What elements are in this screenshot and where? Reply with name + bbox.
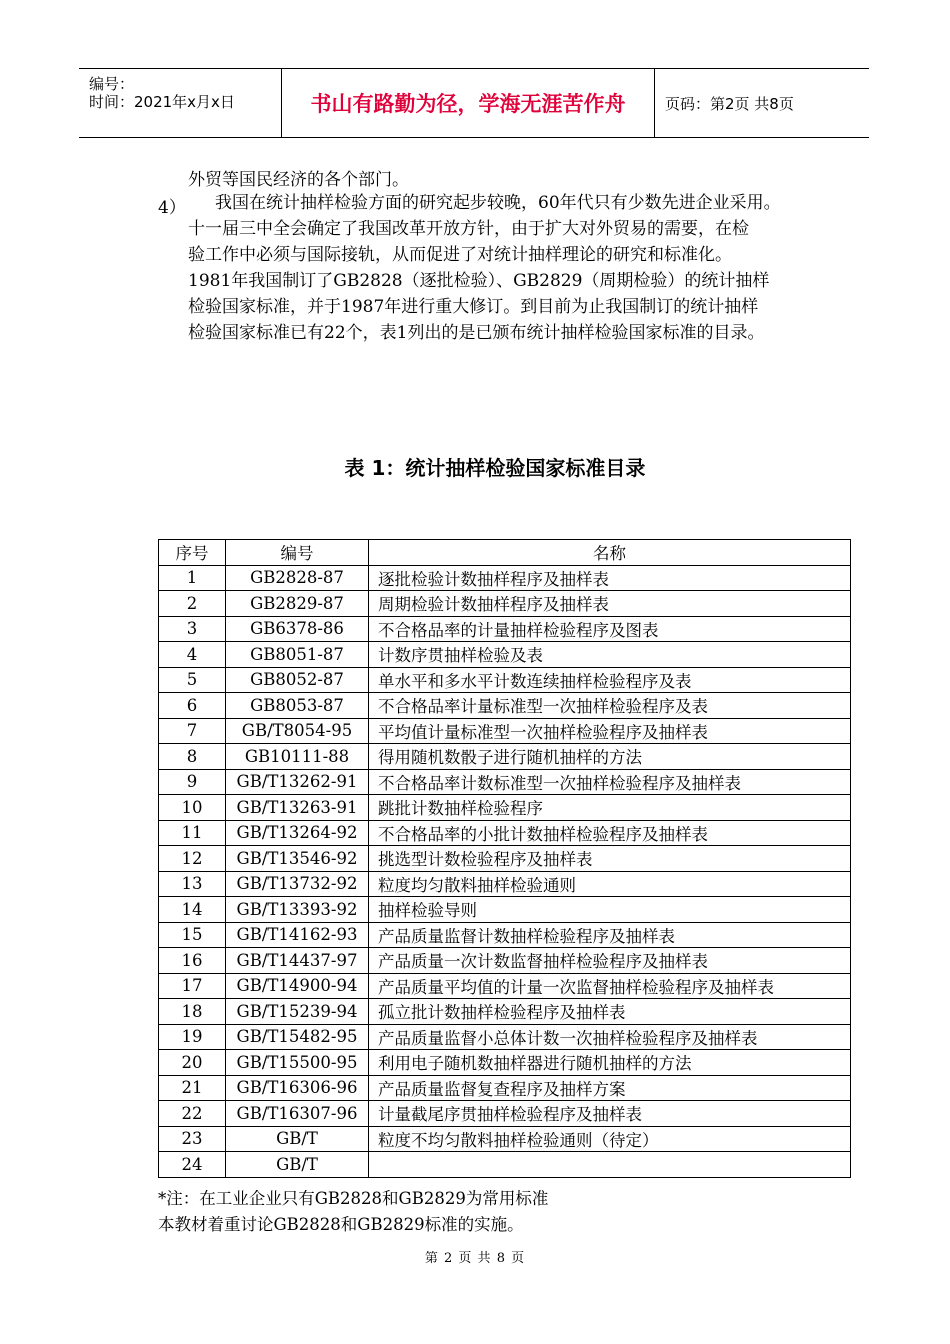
cell-name: 不合格品率的小批计数抽样检验程序及抽样表: [369, 820, 851, 846]
table-row: [159, 667, 851, 693]
cell-name: 利用电子随机数抽样器进行随机抽样的方法: [369, 1050, 851, 1076]
cell-code: GB/T: [226, 1126, 369, 1152]
cell-name: 产品质量监督计数抽样检验程序及抽样表: [369, 922, 851, 948]
table-row: [159, 744, 851, 770]
cell-name: 挑选型计数检验程序及抽样表: [369, 846, 851, 872]
cell-name: 平均值计量标准型一次抽样检验程序及抽样表: [369, 718, 851, 744]
cell-name: 产品质量监督复查程序及抽样方案: [369, 1075, 851, 1101]
table-row: [159, 769, 851, 795]
table-row: [159, 1126, 851, 1152]
cell-seq: 19: [159, 1024, 226, 1050]
table-row: [159, 1152, 851, 1178]
table-row: [159, 565, 851, 591]
cell-seq: 23: [159, 1126, 226, 1152]
body-line: 验工作中必须与国际接轨，从而促进了对统计抽样理论的研究和标准化。: [188, 245, 732, 265]
cell-name: 逐批检验计数抽样程序及抽样表: [369, 565, 851, 591]
cell-name: 得用随机数骰子进行随机抽样的方法: [369, 744, 851, 770]
cell-code: GB/T13546-92: [226, 846, 369, 872]
header-seq: 序号: [159, 540, 226, 566]
cell-seq: 9: [159, 769, 226, 795]
header-code: 编号: [226, 540, 369, 566]
cell-code: GB6378-86: [226, 616, 369, 642]
table-row: [159, 871, 851, 897]
cell-code: GB/T16306-96: [226, 1075, 369, 1101]
cell-code: GB/T15500-95: [226, 1050, 369, 1076]
cell-seq: 11: [159, 820, 226, 846]
cell-code: GB/T14900-94: [226, 973, 369, 999]
cell-code: GB2828-87: [226, 565, 369, 591]
cell-code: GB/T13732-92: [226, 871, 369, 897]
cell-code: GB8051-87: [226, 642, 369, 668]
note-line: *注：在工业企业只有GB2828和GB2829为常用标准: [158, 1189, 549, 1208]
cell-code: GB/T13262-91: [226, 769, 369, 795]
cell-seq: 13: [159, 871, 226, 897]
cell-code: GB/T8054-95: [226, 718, 369, 744]
cell-name: 产品质量平均值的计量一次监督抽样检验程序及抽样表: [369, 973, 851, 999]
cell-seq: 2: [159, 591, 226, 617]
table-row: [159, 1050, 851, 1076]
table-row: [159, 795, 851, 821]
page-footer: 第 2 页 共 8 页: [424, 1251, 526, 1266]
cell-seq: 15: [159, 922, 226, 948]
cell-code: GB/T16307-96: [226, 1101, 369, 1127]
table-row: [159, 1024, 851, 1050]
cell-seq: 1: [159, 565, 226, 591]
cell-name: 不合格品率计数标准型一次抽样检验程序及抽样表: [369, 769, 851, 795]
table-row: [159, 999, 851, 1025]
cell-name: 周期检验计数抽样程序及抽样表: [369, 591, 851, 617]
table-row: [159, 591, 851, 617]
table-row: [159, 922, 851, 948]
cell-seq: 7: [159, 718, 226, 744]
cell-code: GB8052-87: [226, 667, 369, 693]
table-row: [159, 820, 851, 846]
cell-code: GB8053-87: [226, 693, 369, 719]
body-line: 十一届三中全会确定了我国改革开放方针，由于扩大对外贸易的需要，在检: [188, 219, 749, 239]
cell-seq: 21: [159, 1075, 226, 1101]
body-line: 我国在统计抽样检验方面的研究起步较晚，60年代只有少数先进企业采用。: [215, 193, 781, 213]
table-row: [159, 1075, 851, 1101]
cell-code: GB/T13264-92: [226, 820, 369, 846]
cell-name: 粒度均匀散料抽样检验通则: [369, 871, 851, 897]
table-title: 表 1：统计抽样检验国家标准目录: [344, 456, 646, 480]
cell-code: GB/T14162-93: [226, 922, 369, 948]
body-line: 1981年我国制订了GB2828（逐批检验）、GB2829（周期检验）的统计抽样: [188, 271, 770, 291]
item-number: 4）: [158, 198, 186, 218]
number-label: 编号：: [89, 75, 135, 93]
table-row: [159, 718, 851, 744]
cell-code: GB/T13263-91: [226, 795, 369, 821]
cell-seq: 20: [159, 1050, 226, 1076]
table-row: [159, 897, 851, 923]
time-label: 时间：2021年x月x日: [89, 93, 235, 111]
table-row: [159, 973, 851, 999]
body-line: 检验国家标准，并于1987年进行重大修订。到目前为止我国制订的统计抽样: [188, 297, 759, 317]
table-row: [159, 693, 851, 719]
cell-code: GB/T14437-97: [226, 948, 369, 974]
cell-seq: 16: [159, 948, 226, 974]
note-line: 本教材着重讨论GB2828和GB2829标准的实施。: [158, 1215, 524, 1234]
page-header: [79, 68, 869, 138]
cell-name: 产品质量一次计数监督抽样检验程序及抽样表: [369, 948, 851, 974]
body-line: 外贸等国民经济的各个部门。: [188, 170, 409, 190]
cell-name: 产品质量监督小总体计数一次抽样检验程序及抽样表: [369, 1024, 851, 1050]
table-row: [159, 846, 851, 872]
cell-name: 计数序贯抽样检验及表: [369, 642, 851, 668]
cell-name: 抽样检验导则: [369, 897, 851, 923]
table-row: [159, 642, 851, 668]
cell-name: 单水平和多水平计数连续抽样检验程序及表: [369, 667, 851, 693]
cell-seq: 24: [159, 1152, 226, 1178]
cell-code: GB2829-87: [226, 591, 369, 617]
header-name: 名称: [369, 540, 851, 566]
cell-code: GB/T13393-92: [226, 897, 369, 923]
cell-code: GB/T15482-95: [226, 1024, 369, 1050]
cell-seq: 6: [159, 693, 226, 719]
table-row: [159, 1101, 851, 1127]
cell-seq: 12: [159, 846, 226, 872]
table-row: [159, 948, 851, 974]
cell-seq: 4: [159, 642, 226, 668]
cell-seq: 14: [159, 897, 226, 923]
table-row: [159, 616, 851, 642]
cell-name: 不合格品率的计量抽样检验程序及图表: [369, 616, 851, 642]
cell-name: 跳批计数抽样检验程序: [369, 795, 851, 821]
cell-seq: 22: [159, 1101, 226, 1127]
cell-seq: 3: [159, 616, 226, 642]
header-motto: 书山有路勤为径，学海无涯苦作舟: [282, 69, 655, 137]
cell-name: 粒度不均匀散料抽样检验通则（待定）: [369, 1126, 851, 1152]
cell-seq: 18: [159, 999, 226, 1025]
cell-seq: 17: [159, 973, 226, 999]
cell-name: [369, 1152, 851, 1178]
cell-name: 计量截尾序贯抽样检验程序及抽样表: [369, 1101, 851, 1127]
body-line: 检验国家标准已有22个，表1列出的是已颁布统计抽样检验国家标准的目录。: [188, 323, 765, 343]
cell-code: GB10111-88: [226, 744, 369, 770]
header-meta: [79, 69, 282, 137]
standards-table: [158, 539, 851, 1178]
cell-seq: 5: [159, 667, 226, 693]
table-header-row: [159, 540, 851, 566]
cell-seq: 8: [159, 744, 226, 770]
cell-seq: 10: [159, 795, 226, 821]
cell-code: GB/T: [226, 1152, 369, 1178]
cell-code: GB/T15239-94: [226, 999, 369, 1025]
cell-name: 孤立批计数抽样检验程序及抽样表: [369, 999, 851, 1025]
header-page-label: 页码：第2页 共8页: [665, 94, 794, 113]
cell-name: 不合格品率计量标准型一次抽样检验程序及表: [369, 693, 851, 719]
